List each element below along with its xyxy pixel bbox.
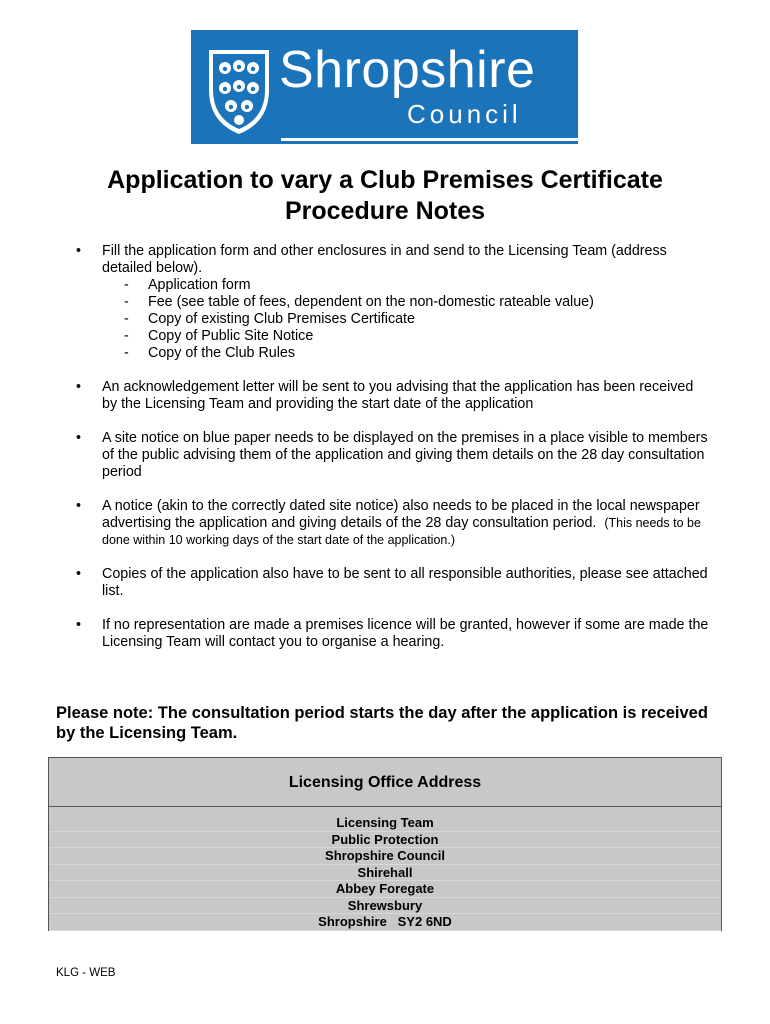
title-line-2: Procedure Notes	[284, 197, 486, 225]
address-line: Shropshire SY2 6ND	[49, 914, 721, 931]
footer-code: KLG - WEB	[56, 967, 116, 979]
note-item	[70, 566, 710, 600]
address-line: Shrewsbury	[49, 898, 721, 915]
note-item	[70, 498, 710, 549]
enclosure-item: - Fee (see table of fees, dependent on the non-domestic rateable value)	[124, 294, 710, 311]
enclosure-item: - Copy of Public Site Notice	[124, 328, 710, 345]
shield-crest-icon	[191, 30, 281, 144]
note-item	[70, 617, 710, 651]
note-text: A notice (akin to the correctly dated site notice) also needs to be placed in the local newspaper advertising the application and giving details of the 28 day consultation period.	[102, 498, 700, 531]
note-item	[70, 243, 710, 362]
procedure-notes-list	[70, 243, 710, 668]
page-title	[0, 165, 770, 227]
logo-subtitle: Council	[407, 99, 522, 129]
note-text: An acknowledgement letter will be sent to you advising that the application has been received by the Licensing Team and providing the start date of the application	[102, 379, 694, 412]
note-text: A site notice on blue paper needs to be displayed on the premises in a place visible to members of the public advising them of the application and giving them details on the 28 day consultation period	[102, 430, 708, 480]
note-item	[70, 430, 710, 481]
address-box	[48, 757, 722, 931]
note-item	[70, 379, 710, 413]
shropshire-council-logo	[191, 30, 578, 144]
note-text: Fill the application form and other enclosures in and send to the Licensing Team (address detailed below).	[102, 243, 667, 276]
address-line: Shropshire Council	[49, 848, 721, 865]
note-text: Copies of the application also have to be sent to all responsible authorities, please see attached list.	[102, 566, 708, 599]
address-lines	[49, 815, 721, 931]
title-line-1: Application to vary a Club Premises Certificate	[107, 166, 663, 194]
note-text: If no representation are made a premises licence will be granted, however if some are made the Licensing Team will contact you to organise a hearing.	[102, 617, 709, 650]
address-line: Public Protection	[49, 832, 721, 849]
address-heading: Licensing Office Address	[49, 758, 721, 807]
address-line: Shirehall	[49, 865, 721, 882]
note-small-text: (This needs to be done within 10 working days of the start date of the application.)	[102, 516, 701, 547]
enclosure-item: - Copy of existing Club Premises Certificate	[124, 311, 710, 328]
logo-underline	[281, 138, 578, 141]
address-line: Abbey Foregate	[49, 881, 721, 898]
logo-wordmark: Shropshire	[279, 41, 536, 99]
please-note: Please note: The consultation period starts the day after the application is received by the Licensing Team.	[56, 704, 708, 742]
enclosure-item: - Application form	[124, 277, 710, 294]
address-line: Licensing Team	[49, 815, 721, 832]
enclosures-list	[102, 277, 710, 362]
enclosure-item: - Copy of the Club Rules	[124, 345, 710, 362]
